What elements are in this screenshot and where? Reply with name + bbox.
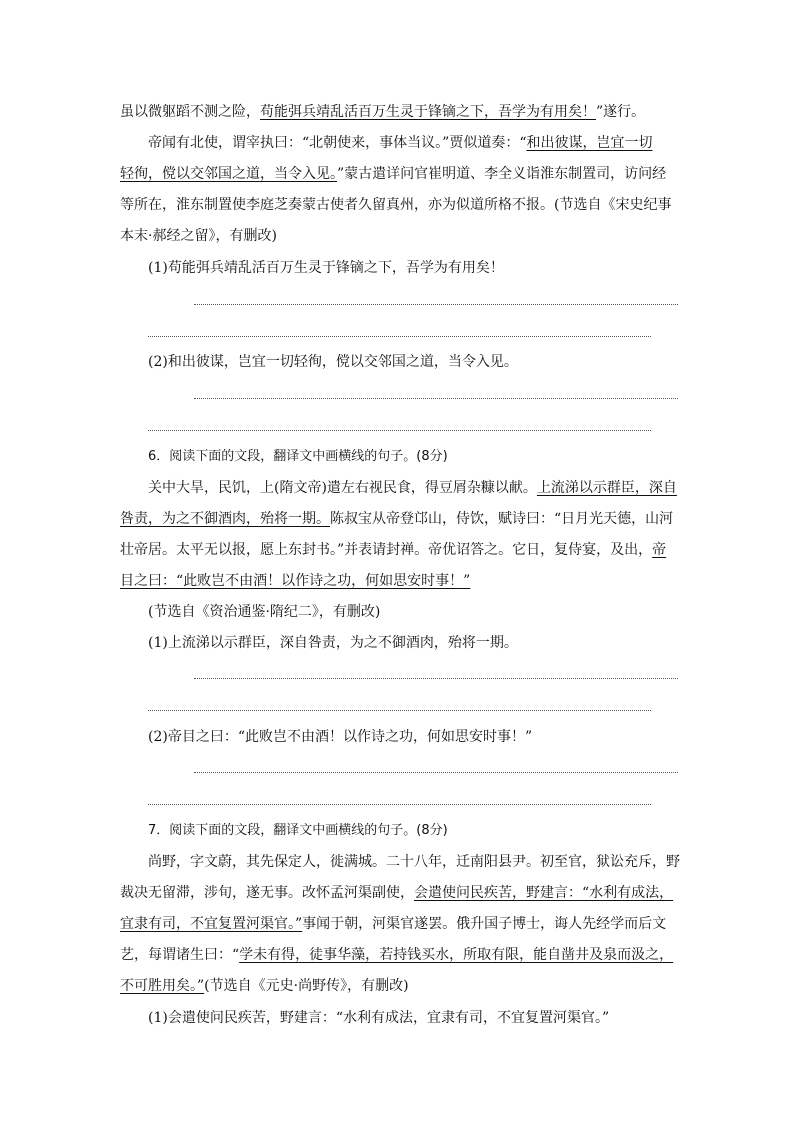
underlined-sentence: 学未有得，徒事华藻，若持钱买水，所取有限，能自凿井及泉而汲之， bbox=[239, 947, 674, 963]
answer-dotted-line[interactable] bbox=[148, 710, 651, 711]
passage-line bbox=[120, 571, 680, 591]
answer-dotted-line[interactable] bbox=[148, 804, 651, 805]
passage-line bbox=[120, 945, 680, 965]
underlined-sentence: 苟能弭兵靖乱活百万生灵于锋镝之下，吾学为有用矣！ bbox=[260, 104, 596, 120]
question-heading: 6．阅读下面的文段，翻译文中画横线的句子。(8分) bbox=[148, 449, 448, 464]
passage-line bbox=[120, 976, 680, 996]
underlined-sentence: 不可胜用矣。” bbox=[120, 978, 205, 994]
question-sentence: (1)苟能弭兵靖乱活百万生灵于锋镝之下，吾学为有用矣！ bbox=[148, 260, 504, 276]
passage-text: 壮帝居。太平无以报，愿上东封书。”并表请封禅。帝优诏答之。它日，复侍宴，及出， bbox=[120, 542, 653, 558]
passage-text: ”遂行。 bbox=[596, 104, 646, 120]
passage-text: 关中大旱，民饥，上(隋文帝)遣左右视民食，得豆屑杂糠以献。 bbox=[148, 480, 537, 496]
answer-dotted-line[interactable] bbox=[148, 430, 651, 431]
passage-line bbox=[120, 540, 680, 560]
passage-line bbox=[120, 914, 680, 934]
passage-line: 尚野，字文蔚，其先保定人，徙满城。二十八年，迁南阳县尹。初至官，狱讼充斥，野 bbox=[148, 854, 680, 870]
answer-dotted-line[interactable] bbox=[148, 336, 651, 337]
answer-dotted-line bbox=[194, 772, 678, 773]
answer-dotted-line bbox=[194, 398, 678, 399]
passage-text: ”蒙古遣详问官崔明道、李全义诣淮东制置司，访问经 bbox=[337, 166, 667, 182]
source-citation: (节选自《资治通鉴·隋纪二》，有删改) bbox=[148, 604, 381, 620]
question-heading: 7．阅读下面的文段，翻译文中画横线的句子。(8分) bbox=[148, 823, 448, 838]
underlined-sentence: 会遣使问民疾苦，野建言：“水利有成法， bbox=[414, 885, 674, 901]
question-sentence: (2)帝目之曰：“此败岂不由酒！以作诗之功，何如思安时事！” bbox=[148, 729, 533, 745]
passage-line: 本末·郝经之留》，有删改) bbox=[120, 228, 277, 244]
translation-answer-field[interactable] bbox=[148, 664, 678, 684]
passage-text: 裁决无留滞，涉旬，遂无事。改怀孟河渠副使， bbox=[120, 885, 414, 901]
underlined-sentence: 和出彼谋，岂宜一切 bbox=[526, 135, 653, 151]
question-sentence: (2)和出彼谋，岂宜一切轻徇，傥以交邻国之道，当令入见。 bbox=[148, 354, 518, 370]
passage-text: 陈叔宝从帝登邙山，侍饮，赋诗曰：“日月光天德，山河 bbox=[330, 511, 674, 527]
underlined-sentence: 咎责，为之不御酒肉，殆将一期。 bbox=[120, 511, 330, 527]
passage-text: 事闻于朝，河渠官遂罢。俄升国子博士，诲人先经学而后文 bbox=[302, 916, 667, 932]
translation-answer-field[interactable] bbox=[148, 290, 678, 310]
passage-line bbox=[148, 133, 708, 153]
underlined-sentence: 上流涕以示群臣，深自 bbox=[536, 480, 677, 496]
passage-line bbox=[120, 509, 680, 529]
passage-line bbox=[120, 164, 680, 184]
passage-text: 虽以微躯蹈不测之险， bbox=[120, 104, 260, 120]
question-sentence: (1)会遣使问民疾苦，野建言：“水利有成法，宜隶有司，不宜复置河渠官。” bbox=[148, 1010, 610, 1026]
passage-text: 帝闻有北使，谓宰执曰：“北朝使来，事体当议。”贾似道奏：“ bbox=[148, 135, 527, 151]
underlined-sentence: 宜隶有司，不宜复置河渠官。” bbox=[120, 916, 303, 932]
underlined-sentence: 轻徇，傥以交邻国之道，当令入见。 bbox=[120, 166, 337, 182]
passage-text: 艺，每谓诸生曰：“ bbox=[120, 947, 240, 963]
translation-answer-field[interactable] bbox=[148, 384, 678, 404]
passage-line bbox=[148, 478, 708, 498]
question-sentence: (1)上流涕以示群臣，深自咎责，为之不御酒肉，殆将一期。 bbox=[148, 635, 518, 651]
passage-line bbox=[120, 102, 680, 122]
underlined-sentence: 帝 bbox=[652, 542, 667, 558]
answer-dotted-line bbox=[194, 304, 678, 305]
translation-answer-field[interactable] bbox=[148, 758, 678, 778]
passage-line bbox=[120, 883, 680, 903]
underlined-sentence: 目之曰：“此败岂不由酒！以作诗之功，何如思安时事！” bbox=[120, 573, 471, 589]
passage-text: (节选自《元史·尚野传》，有删改) bbox=[204, 978, 409, 994]
passage-line: 等所在，淮东制置使李庭芝奏蒙古使者久留真州，亦为似道所格不报。(节选自《宋史纪事 bbox=[120, 197, 672, 213]
answer-dotted-line bbox=[194, 678, 678, 679]
